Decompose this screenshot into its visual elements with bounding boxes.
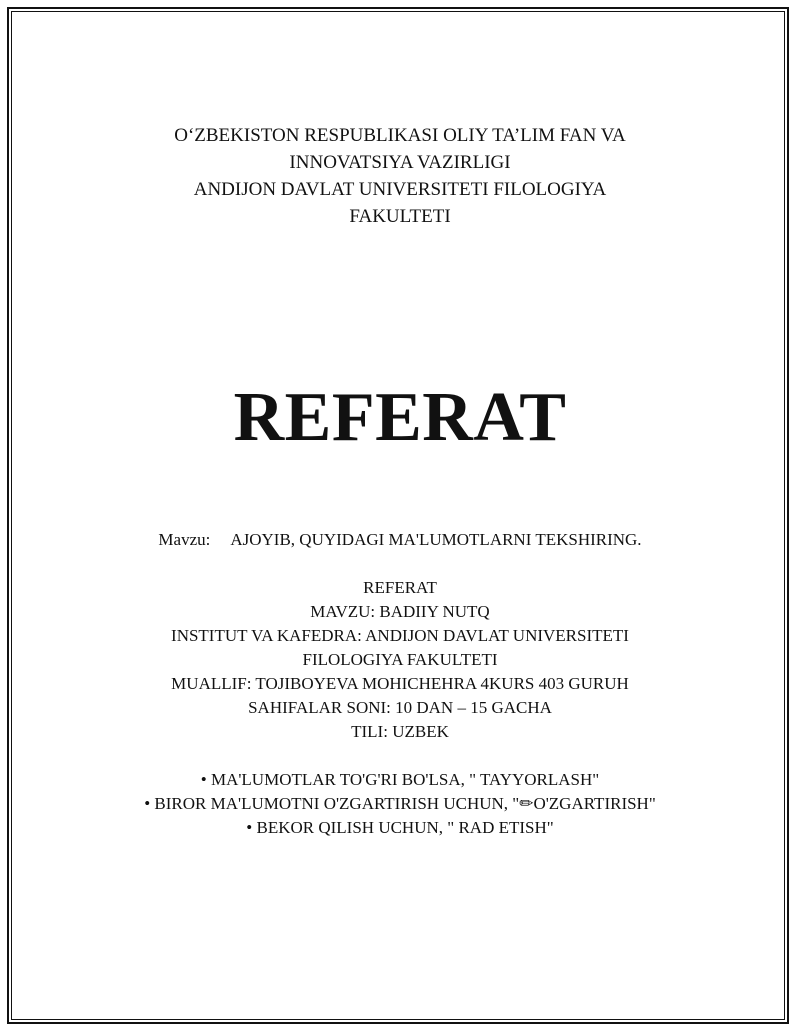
header-line: INNOVATSIYA VAZIRLIGI — [289, 152, 511, 173]
details-line: INSTITUT VA KAFEDRA: ANDIJON DAVLAT UNIVERSITETI — [171, 626, 629, 645]
header-line: ANDIJON DAVLAT UNIVERSITETI FILOLOGIYA — [193, 179, 607, 200]
details-line: TILI: UZBEK — [351, 722, 449, 741]
institution-header — [0, 122, 800, 230]
details-line: MAVZU: BADIIY NUTQ — [310, 602, 490, 621]
instructions-list — [0, 768, 800, 840]
topic-value: AJOYIB, QUYIDAGI MA'LUMOTLARNI TEKSHIRING. — [230, 530, 642, 549]
details-line: REFERAT — [363, 578, 437, 597]
topic-label: Mavzu: — [158, 530, 211, 549]
details-line: SAHIFALAR SONI: 10 DAN – 15 GACHA — [248, 698, 552, 717]
header-line: FAKULTETI — [349, 206, 451, 227]
details-block — [0, 576, 800, 744]
document-title: REFERAT — [233, 379, 567, 456]
header-line: O‘ZBEKISTON RESPUBLIKASI OLIY TA’LIM FAN VA — [174, 125, 626, 146]
topic-row — [0, 528, 800, 552]
instruction-item: • BEKOR QILISH UCHUN, " RAD ETISH" — [246, 818, 554, 837]
details-line: MUALLIF: TOJIBOYEVA MOHICHEHRA 4KURS 403 GURUH — [171, 674, 629, 693]
details-line: FILOLOGIYA FAKULTETI — [302, 650, 498, 669]
instruction-item: • MA'LUMOTLAR TO'G'RI BO'LSA, " TAYYORLASH" — [200, 770, 600, 789]
instruction-item: • BIROR MA'LUMOTNI O'ZGARTIRISH UCHUN, "✏O'ZGARTIRISH" — [144, 794, 656, 813]
